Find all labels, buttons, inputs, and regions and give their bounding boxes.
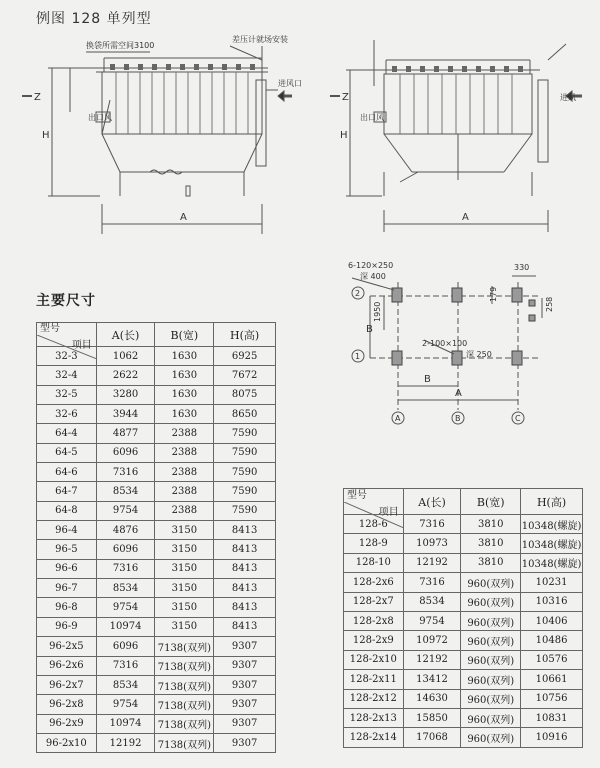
table-row [37, 714, 276, 733]
value-cell: 7138(双列) [155, 656, 214, 675]
table-row [37, 366, 276, 385]
value-cell: 10973 [403, 534, 461, 553]
table-row [344, 534, 583, 553]
label-dim-h-right: H [340, 130, 348, 141]
model-cell: 96-2x7 [37, 675, 97, 694]
table-row [37, 424, 276, 443]
label-inlet-right: 进风 [560, 93, 576, 102]
value-cell: 2388 [155, 482, 214, 501]
model-cell: 32-4 [37, 366, 97, 385]
axis-2: 2 [355, 289, 361, 298]
model-cell: 64-8 [37, 501, 97, 520]
label-179: 179 [489, 286, 498, 302]
value-cell: 7138(双列) [155, 695, 214, 714]
value-cell: 4876 [96, 521, 155, 540]
model-cell: 64-7 [37, 482, 97, 501]
axis-c: C [515, 414, 521, 423]
header-item: 项目 [378, 506, 399, 518]
value-cell: 7138(双列) [155, 675, 214, 694]
label-dim-a-right: A [462, 212, 469, 223]
model-cell: 32-6 [37, 405, 97, 424]
axis-1: 1 [355, 352, 361, 361]
model-cell: 128-2x11 [344, 670, 404, 689]
value-cell: 8413 [214, 579, 276, 598]
value-cell: 8534 [96, 482, 155, 501]
value-cell: 12192 [96, 733, 155, 752]
value-cell: 10974 [96, 714, 155, 733]
label-dim-z-right: Z [342, 92, 349, 103]
value-cell: 10316 [521, 592, 583, 611]
column-header: A(长) [403, 489, 461, 515]
model-cell: 128-2x14 [344, 728, 404, 747]
value-cell: 9754 [96, 598, 155, 617]
value-cell: 7590 [214, 482, 276, 501]
value-cell: 7138(双列) [155, 637, 214, 656]
value-cell: 3280 [96, 385, 155, 404]
label-inlet: 进风口 [278, 79, 302, 88]
value-cell: 7590 [214, 463, 276, 482]
label-clearance: 换袋所需空间3100 [86, 41, 155, 50]
model-cell: 32-5 [37, 385, 97, 404]
table-row [344, 708, 583, 727]
table-row [37, 598, 276, 617]
value-cell: 8413 [214, 598, 276, 617]
model-cell: 96-6 [37, 559, 97, 578]
value-cell: 7316 [96, 559, 155, 578]
label-outlet-right: 出口风 [360, 113, 384, 122]
value-cell: 1630 [155, 405, 214, 424]
table-row [344, 670, 583, 689]
value-cell: 8534 [96, 675, 155, 694]
table-row [37, 675, 276, 694]
value-cell: 2388 [155, 501, 214, 520]
value-cell: 1062 [96, 347, 155, 366]
model-cell: 96-2x10 [37, 733, 97, 752]
value-cell: 960(双列) [461, 689, 521, 708]
value-cell: 10576 [521, 650, 583, 669]
value-cell: 14630 [403, 689, 461, 708]
table-row [37, 501, 276, 520]
value-cell: 10231 [521, 573, 583, 592]
value-cell: 960(双列) [461, 611, 521, 630]
value-cell: 3150 [155, 598, 214, 617]
model-cell: 128-9 [344, 534, 404, 553]
model-cell: 96-4 [37, 521, 97, 540]
value-cell: 10661 [521, 670, 583, 689]
value-cell: 12192 [403, 553, 461, 572]
header-model: 型号 [347, 489, 367, 501]
column-header: A(长) [96, 323, 155, 347]
value-cell: 10348(螺旋) [521, 553, 583, 572]
value-cell: 960(双列) [461, 708, 521, 727]
value-cell: 12192 [403, 650, 461, 669]
value-cell: 10348(螺旋) [521, 515, 583, 534]
label-258: 258 [545, 296, 554, 312]
value-cell: 7316 [403, 573, 461, 592]
foundation-plan [352, 276, 542, 424]
value-cell: 13412 [403, 670, 461, 689]
model-cell: 128-2x7 [344, 592, 404, 611]
label-depth-400: 深 400 [360, 272, 386, 281]
value-cell: 10486 [521, 631, 583, 650]
model-cell: 96-7 [37, 579, 97, 598]
model-cell: 128-2x8 [344, 611, 404, 630]
value-cell: 8413 [214, 617, 276, 636]
value-cell: 10348(螺旋) [521, 534, 583, 553]
figure-caption: 例图 128 单列型 [36, 11, 152, 27]
value-cell: 9307 [214, 733, 276, 752]
value-cell: 9307 [214, 656, 276, 675]
value-cell: 6096 [96, 540, 155, 559]
table-row [344, 689, 583, 708]
value-cell: 3810 [461, 553, 521, 572]
table-row [344, 553, 583, 572]
table-row [37, 540, 276, 559]
value-cell: 8413 [214, 559, 276, 578]
value-cell: 10972 [403, 631, 461, 650]
label-holes: 6-120×250 [348, 261, 394, 270]
table-row [37, 695, 276, 714]
value-cell: 15850 [403, 708, 461, 727]
value-cell: 1630 [155, 347, 214, 366]
model-cell: 96-8 [37, 598, 97, 617]
label-dim-a: A [180, 212, 187, 223]
table-row [344, 650, 583, 669]
value-cell: 3810 [461, 515, 521, 534]
value-cell: 3150 [155, 540, 214, 559]
label-depth-250: 深 250 [466, 350, 492, 359]
value-cell: 9307 [214, 714, 276, 733]
model-cell: 96-2x9 [37, 714, 97, 733]
label-plan-b-vert: B [366, 324, 373, 335]
label-dim-z: Z [34, 92, 41, 103]
value-cell: 9307 [214, 675, 276, 694]
value-cell: 4877 [96, 424, 155, 443]
value-cell: 9307 [214, 637, 276, 656]
label-plan-b-horz: B [424, 374, 431, 385]
value-cell: 6096 [96, 443, 155, 462]
value-cell: 6096 [96, 637, 155, 656]
value-cell: 10756 [521, 689, 583, 708]
value-cell: 8413 [214, 521, 276, 540]
value-cell: 7590 [214, 424, 276, 443]
value-cell: 3150 [155, 617, 214, 636]
model-cell: 128-6 [344, 515, 404, 534]
table-row [37, 559, 276, 578]
model-cell: 96-2x6 [37, 656, 97, 675]
value-cell: 960(双列) [461, 728, 521, 747]
model-cell: 128-2x6 [344, 573, 404, 592]
value-cell: 2388 [155, 424, 214, 443]
model-cell: 128-2x10 [344, 650, 404, 669]
table-row [344, 728, 583, 747]
value-cell: 10916 [521, 728, 583, 747]
value-cell: 7138(双列) [155, 714, 214, 733]
value-cell: 2622 [96, 366, 155, 385]
value-cell: 9307 [214, 695, 276, 714]
value-cell: 2388 [155, 443, 214, 462]
label-plan-a-horz: A [455, 388, 462, 399]
label-gauge: 差压计就场安装 [232, 35, 288, 44]
value-cell: 960(双列) [461, 631, 521, 650]
value-cell: 9754 [96, 695, 155, 714]
axis-b: B [455, 414, 461, 423]
table-row [37, 617, 276, 636]
value-cell: 3150 [155, 579, 214, 598]
value-cell: 960(双列) [461, 573, 521, 592]
table-row [37, 579, 276, 598]
value-cell: 960(双列) [461, 670, 521, 689]
value-cell: 10406 [521, 611, 583, 630]
model-cell: 96-2x5 [37, 637, 97, 656]
table-corner-header [344, 489, 404, 518]
model-cell: 96-5 [37, 540, 97, 559]
value-cell: 10974 [96, 617, 155, 636]
column-header: B(宽) [461, 489, 521, 515]
label-outlet: 出口风 [88, 113, 112, 122]
value-cell: 7316 [403, 515, 461, 534]
table-row [344, 631, 583, 650]
table-row [37, 482, 276, 501]
axis-a: A [395, 414, 401, 423]
value-cell: 3810 [461, 534, 521, 553]
value-cell: 9754 [403, 611, 461, 630]
value-cell: 8534 [403, 592, 461, 611]
header-item: 项目 [71, 339, 92, 351]
value-cell: 8534 [96, 579, 155, 598]
spec-table-2 [343, 488, 583, 748]
front-elevation [22, 46, 292, 234]
value-cell: 1630 [155, 385, 214, 404]
value-cell: 7590 [214, 443, 276, 462]
table-row [37, 521, 276, 540]
model-cell: 96-9 [37, 617, 97, 636]
value-cell: 8650 [214, 405, 276, 424]
value-cell: 8075 [214, 385, 276, 404]
table-row [37, 443, 276, 462]
value-cell: 3944 [96, 405, 155, 424]
value-cell: 7138(双列) [155, 733, 214, 752]
table-row [37, 733, 276, 752]
model-cell: 64-6 [37, 463, 97, 482]
value-cell: 7316 [96, 656, 155, 675]
header-model: 型号 [40, 322, 60, 334]
table-row [37, 405, 276, 424]
table-row [344, 611, 583, 630]
table-row [37, 463, 276, 482]
value-cell: 7672 [214, 366, 276, 385]
table-row [344, 592, 583, 611]
value-cell: 8413 [214, 540, 276, 559]
value-cell: 9754 [96, 501, 155, 520]
model-cell: 64-5 [37, 443, 97, 462]
model-cell: 64-4 [37, 424, 97, 443]
table-row [37, 656, 276, 675]
model-cell: 128-10 [344, 553, 404, 572]
label-1950: 1950 [373, 301, 382, 322]
model-cell: 128-2x13 [344, 708, 404, 727]
value-cell: 2388 [155, 463, 214, 482]
table-row [37, 385, 276, 404]
spec-table-1 [36, 322, 276, 753]
model-cell: 128-2x12 [344, 689, 404, 708]
value-cell: 7316 [96, 463, 155, 482]
label-holes-2: 2-100×100 [422, 339, 468, 348]
model-cell: 32-3 [37, 347, 97, 366]
model-cell: 128-2x9 [344, 631, 404, 650]
section-title: 主要尺寸 [36, 293, 96, 309]
column-header: B(宽) [155, 323, 214, 347]
value-cell: 3150 [155, 521, 214, 540]
table-row [344, 573, 583, 592]
column-header: H(高) [521, 489, 583, 515]
value-cell: 3150 [155, 559, 214, 578]
value-cell: 17068 [403, 728, 461, 747]
value-cell: 1630 [155, 366, 214, 385]
value-cell: 960(双列) [461, 650, 521, 669]
table-row [37, 637, 276, 656]
value-cell: 7590 [214, 501, 276, 520]
column-header: H(高) [214, 323, 276, 347]
label-330: 330 [514, 263, 530, 272]
value-cell: 960(双列) [461, 592, 521, 611]
table-corner-header [37, 322, 97, 351]
value-cell: 10831 [521, 708, 583, 727]
model-cell: 96-2x8 [37, 695, 97, 714]
value-cell: 6925 [214, 347, 276, 366]
side-elevation [330, 40, 582, 232]
label-dim-h: H [42, 130, 50, 141]
